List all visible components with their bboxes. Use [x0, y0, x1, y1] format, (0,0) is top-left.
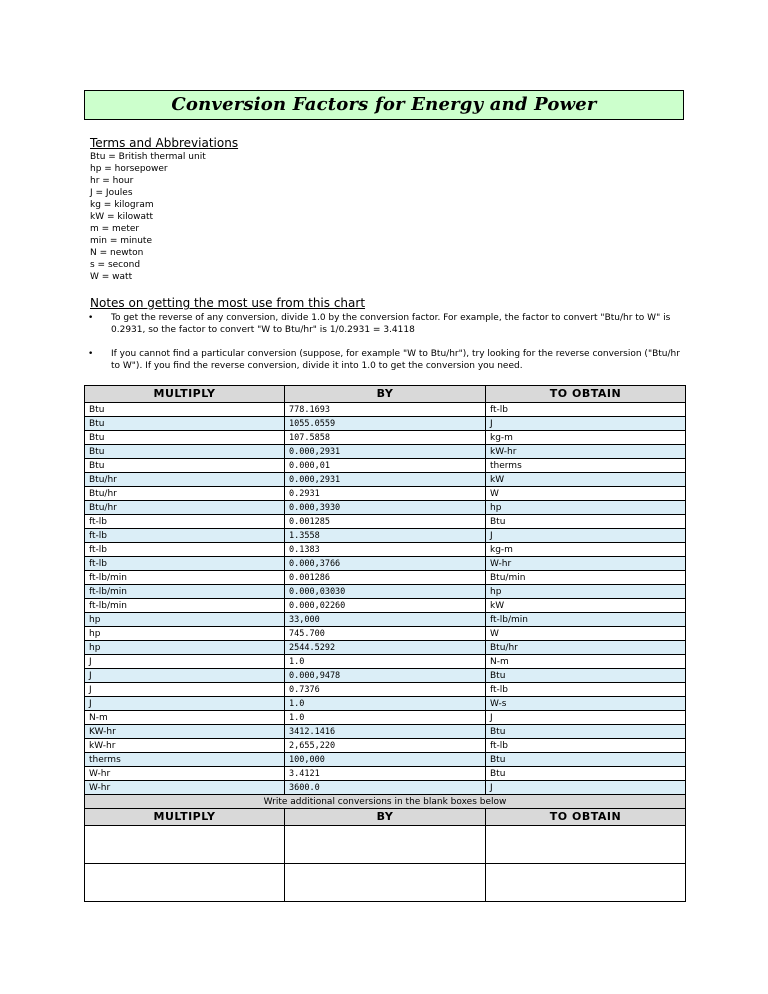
- obtain-cell: N-m: [486, 655, 686, 669]
- additional-note-row: [85, 795, 686, 809]
- factor-cell: 1.0: [285, 711, 486, 725]
- multiply-cell: therms: [85, 753, 285, 767]
- factor-cell: 3600.0: [285, 781, 486, 795]
- obtain-cell: kg-m: [486, 543, 686, 557]
- factor-cell: 1055.0559: [285, 417, 486, 431]
- terms-list: [90, 151, 206, 283]
- factor-cell: 107.5858: [285, 431, 486, 445]
- factor-cell: 745.700: [285, 627, 486, 641]
- multiply-cell: J: [85, 655, 285, 669]
- term-item: min = minute: [90, 236, 152, 246]
- multiply-cell: Btu/hr: [85, 487, 285, 501]
- blank-cell[interactable]: [285, 826, 486, 864]
- table-row: [85, 459, 686, 473]
- table-row: [85, 711, 686, 725]
- table-row: [85, 529, 686, 543]
- factor-cell: 3.4121: [285, 767, 486, 781]
- multiply-cell: ft-lb/min: [85, 599, 285, 613]
- multiply-cell: Btu: [85, 445, 285, 459]
- multiply-cell: Btu/hr: [85, 501, 285, 515]
- obtain-cell: W-s: [486, 697, 686, 711]
- table-header-row: [85, 386, 686, 403]
- multiply-cell: ft-lb/min: [85, 571, 285, 585]
- term-item: m = meter: [90, 224, 140, 234]
- factor-cell: 0.000,9478: [285, 669, 486, 683]
- table-row: [85, 697, 686, 711]
- multiply-cell: hp: [85, 627, 285, 641]
- factor-cell: 0.000,2931: [285, 445, 486, 459]
- conversion-table: [84, 385, 686, 902]
- table-row: [85, 627, 686, 641]
- multiply-cell: ft-lb: [85, 529, 285, 543]
- obtain-cell: Btu/min: [486, 571, 686, 585]
- table-row: [85, 641, 686, 655]
- obtain-cell: kW: [486, 473, 686, 487]
- table-row: [85, 613, 686, 627]
- bullet-icon: •: [88, 313, 94, 323]
- factor-cell: 0.2931: [285, 487, 486, 501]
- obtain-cell: W: [486, 487, 686, 501]
- table-header-row-2: [85, 809, 686, 826]
- multiply-cell: W-hr: [85, 781, 285, 795]
- factor-cell: 0.000,03030: [285, 585, 486, 599]
- bullet-icon: •: [88, 349, 94, 359]
- note-text: To get the reverse of any conversion, divide 1.0 by the conversion factor. For example, the factor to convert "Btu/hr to W" is 0.2931, so the factor to convert "W to Btu/hr" is 1/0.2931 = 3.4118: [111, 313, 671, 335]
- obtain-cell: Btu/hr: [486, 641, 686, 655]
- factor-cell: 3412.1416: [285, 725, 486, 739]
- table-row: [85, 725, 686, 739]
- table-row: [85, 655, 686, 669]
- table-row: [85, 599, 686, 613]
- obtain-cell: ft-lb: [486, 403, 686, 417]
- obtain-cell: Btu: [486, 753, 686, 767]
- table-row: [85, 487, 686, 501]
- multiply-cell: ft-lb: [85, 543, 285, 557]
- multiply-cell: ft-lb/min: [85, 585, 285, 599]
- factor-cell: 0.001286: [285, 571, 486, 585]
- obtain-cell: therms: [486, 459, 686, 473]
- obtain-cell: J: [486, 417, 686, 431]
- factor-cell: 778.1693: [285, 403, 486, 417]
- blank-cell[interactable]: [486, 826, 686, 864]
- table-row: [85, 501, 686, 515]
- table-row: [85, 753, 686, 767]
- obtain-cell: Btu: [486, 515, 686, 529]
- multiply-cell: kW-hr: [85, 739, 285, 753]
- factor-cell: 0.000,3930: [285, 501, 486, 515]
- blank-cell[interactable]: [285, 864, 486, 902]
- header-by: BY: [285, 386, 486, 403]
- factor-cell: 0.000,2931: [285, 473, 486, 487]
- blank-cell[interactable]: [85, 864, 285, 902]
- obtain-cell: J: [486, 781, 686, 795]
- notes-list: [88, 312, 684, 384]
- factor-cell: 1.0: [285, 697, 486, 711]
- table-row: [85, 417, 686, 431]
- factor-cell: 33,000: [285, 613, 486, 627]
- table-row: [85, 403, 686, 417]
- table-row: [85, 557, 686, 571]
- obtain-cell: W-hr: [486, 557, 686, 571]
- factor-cell: 100,000: [285, 753, 486, 767]
- table-row: [85, 739, 686, 753]
- obtain-cell: ft-lb: [486, 683, 686, 697]
- header-multiply: MULTIPLY: [85, 386, 285, 403]
- note-text: If you cannot find a particular conversion (suppose, for example "W to Btu/hr"), try looking for the reverse conversion ("Btu/hr to W"). If you find the reverse conversion, divide it into 1.0 to get the conversion you need.: [111, 349, 680, 371]
- factor-cell: 1.0: [285, 655, 486, 669]
- table-row: [85, 431, 686, 445]
- header-to-obtain: TO OBTAIN: [486, 386, 686, 403]
- table-row: [85, 445, 686, 459]
- factor-cell: 0.001285: [285, 515, 486, 529]
- obtain-cell: kg-m: [486, 431, 686, 445]
- obtain-cell: W: [486, 627, 686, 641]
- additional-note: Write additional conversions in the blank boxes below: [85, 795, 686, 809]
- title-banner: [84, 90, 684, 120]
- obtain-cell: hp: [486, 585, 686, 599]
- obtain-cell: kW-hr: [486, 445, 686, 459]
- term-item: hp = horsepower: [90, 164, 168, 174]
- factor-cell: 0.000,02260: [285, 599, 486, 613]
- multiply-cell: Btu: [85, 431, 285, 445]
- table-row: [85, 473, 686, 487]
- factor-cell: 0.000,3766: [285, 557, 486, 571]
- term-item: kg = kilogram: [90, 200, 154, 210]
- header2-by: BY: [285, 809, 486, 826]
- multiply-cell: Btu/hr: [85, 473, 285, 487]
- multiply-cell: Btu: [85, 403, 285, 417]
- obtain-cell: ft-lb: [486, 739, 686, 753]
- table-row: [85, 767, 686, 781]
- obtain-cell: J: [486, 529, 686, 543]
- header2-multiply: MULTIPLY: [85, 809, 285, 826]
- multiply-cell: Btu: [85, 417, 285, 431]
- blank-row: [85, 826, 686, 864]
- factor-cell: 1.3558: [285, 529, 486, 543]
- multiply-cell: N-m: [85, 711, 285, 725]
- multiply-cell: W-hr: [85, 767, 285, 781]
- multiply-cell: J: [85, 683, 285, 697]
- obtain-cell: Btu: [486, 767, 686, 781]
- multiply-cell: ft-lb: [85, 515, 285, 529]
- multiply-cell: hp: [85, 613, 285, 627]
- factor-cell: 0.000,01: [285, 459, 486, 473]
- factor-cell: 2544.5292: [285, 641, 486, 655]
- term-item: hr = hour: [90, 176, 134, 186]
- multiply-cell: KW-hr: [85, 725, 285, 739]
- term-item: N = newton: [90, 248, 144, 258]
- header2-to-obtain: TO OBTAIN: [486, 809, 686, 826]
- table-row: [85, 669, 686, 683]
- table-row: [85, 683, 686, 697]
- multiply-cell: Btu: [85, 459, 285, 473]
- factor-cell: 0.1383: [285, 543, 486, 557]
- obtain-cell: ft-lb/min: [486, 613, 686, 627]
- factor-cell: 0.7376: [285, 683, 486, 697]
- blank-row: [85, 864, 686, 902]
- term-item: kW = kilowatt: [90, 212, 154, 222]
- table-row: [85, 543, 686, 557]
- terms-heading: Terms and Abbreviations: [90, 136, 239, 150]
- blank-cell[interactable]: [486, 864, 686, 902]
- table-row: [85, 781, 686, 795]
- obtain-cell: Btu: [486, 725, 686, 739]
- obtain-cell: J: [486, 711, 686, 725]
- obtain-cell: Btu: [486, 669, 686, 683]
- term-item: Btu = British thermal unit: [90, 152, 206, 162]
- term-item: W = watt: [90, 272, 133, 282]
- multiply-cell: hp: [85, 641, 285, 655]
- table-row: [85, 571, 686, 585]
- obtain-cell: hp: [486, 501, 686, 515]
- multiply-cell: J: [85, 697, 285, 711]
- multiply-cell: J: [85, 669, 285, 683]
- table-row: [85, 515, 686, 529]
- term-item: s = second: [90, 260, 141, 270]
- obtain-cell: kW: [486, 599, 686, 613]
- notes-heading: Notes on getting the most use from this chart: [90, 296, 366, 310]
- page-title: Conversion Factors for Energy and Power: [171, 94, 597, 115]
- multiply-cell: ft-lb: [85, 557, 285, 571]
- factor-cell: 2,655,220: [285, 739, 486, 753]
- table-row: [85, 585, 686, 599]
- term-item: J = Joules: [90, 188, 133, 198]
- blank-cell[interactable]: [85, 826, 285, 864]
- note-item: [88, 348, 684, 372]
- note-item: [88, 312, 684, 336]
